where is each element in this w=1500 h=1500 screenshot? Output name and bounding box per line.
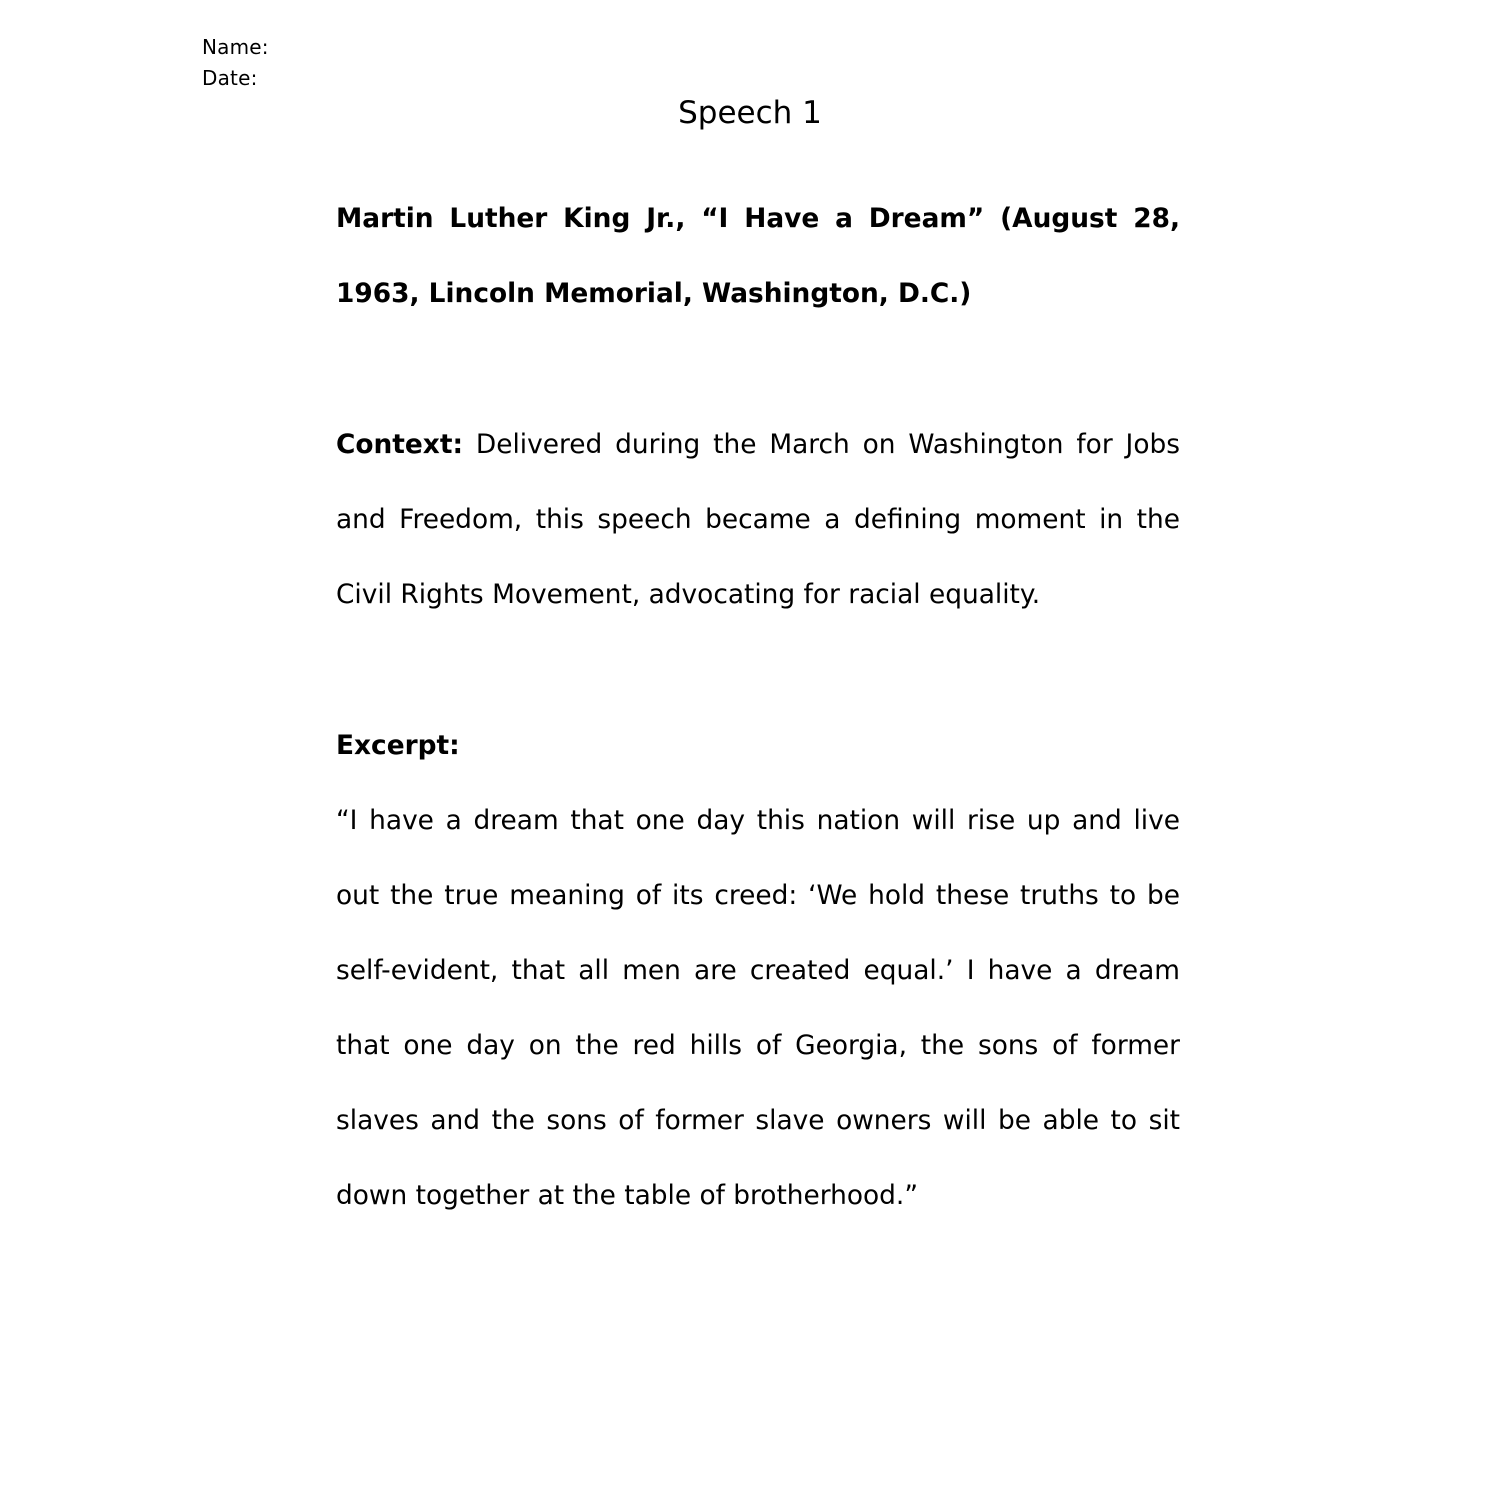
context-label: Context: (336, 429, 463, 460)
date-field-label: Date: (202, 66, 258, 90)
speech-heading: Martin Luther King Jr., “I Have a Dream” (August 28, 1963, Lincoln Memorial, Washington, D.C.) (336, 203, 1180, 309)
excerpt-text: “I have a dream that one day this nation will rise up and live out the true meaning of its creed: ‘We hold these truths to be self-evident, that all men are created equal.’ I have a dream that one day on the red hills of Georgia, the sons of former slaves and the sons of former slave owners will be able to sit down together at the table of brotherhood.” (336, 805, 1180, 1211)
name-field-label: Name: (202, 35, 269, 59)
page-title: Speech 1 (678, 95, 822, 131)
excerpt-label: Excerpt: (336, 730, 460, 761)
context-text: Delivered during the March on Washington for Jobs and Freedom, this speech became a defining moment in the Civil Rights Movement, advocating for racial equality. (336, 429, 1180, 610)
context-paragraph (336, 407, 1180, 632)
